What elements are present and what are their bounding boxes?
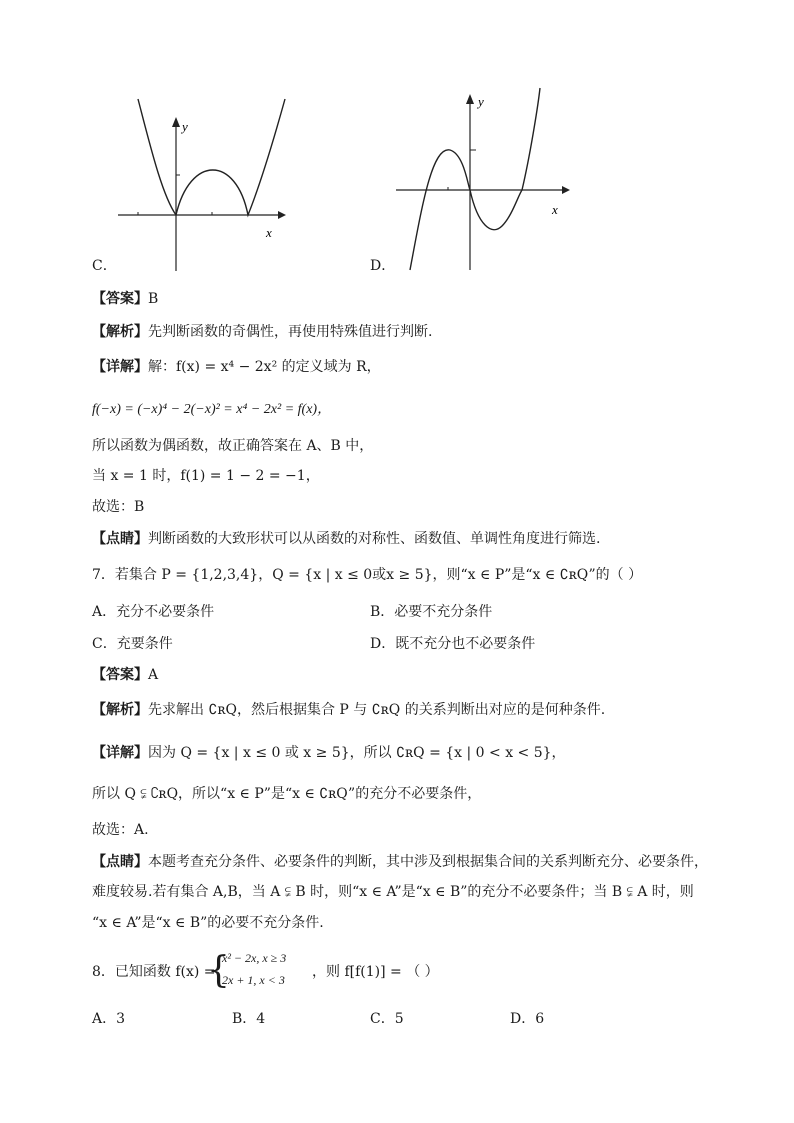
q7-choice: 故选：A. <box>92 822 149 838</box>
graph-c-label: C． <box>92 258 117 274</box>
q7-comment-2: 难度较易.若有集合 A,B，当 A ⫋ B 时，则“x ∈ A”是“x ∈ B”的充分不必要条件；当 B ⫋ A 时，则 <box>92 884 694 900</box>
graph-c <box>110 95 290 273</box>
q8-option-c: C．5 <box>370 1011 404 1027</box>
q7-option-c: C．充要条件 <box>92 636 173 652</box>
q7-detail-1 <box>92 743 566 763</box>
x-axis-label: x <box>266 225 272 240</box>
q6-detail-1 <box>92 357 381 377</box>
q8-stem-suffix: ，则 f[f(1)] = （ ） <box>312 964 439 980</box>
y-axis-label: y <box>478 94 484 109</box>
q8-piece-2: 2x + 1, x < 3 <box>222 973 285 987</box>
y-axis-arrow-icon <box>172 117 180 127</box>
piecewise-brace-icon: { <box>207 950 230 991</box>
answer-tag: 【答案】 <box>92 291 148 307</box>
q6-comment <box>92 529 600 549</box>
detail-tag: 【详解】 <box>92 745 148 761</box>
comment-tag: 【点睛】 <box>92 531 148 547</box>
comment-text: 本题考查充分条件、必要条件的判断，其中涉及到根据集合间的关系判断充分、必要条件， <box>148 854 708 870</box>
graph-d-label: D． <box>370 258 396 274</box>
q8-option-d: D．6 <box>510 1011 545 1027</box>
detail-tag: 【详解】 <box>92 359 148 375</box>
x-axis-arrow-icon <box>562 186 570 194</box>
q8-piece-1: x² − 2x, x ≥ 3 <box>222 951 287 965</box>
q6-choice: 故选：B <box>92 499 145 515</box>
answer-value: A <box>148 667 159 683</box>
q6-analysis <box>92 322 432 342</box>
y-axis-label: y <box>182 119 188 134</box>
graph-d <box>392 86 576 272</box>
analysis-tag: 【解析】 <box>92 324 148 340</box>
analysis-text: 先求解出 ∁ʀQ，然后根据集合 P 与 ∁ʀQ 的关系判断出对应的是何种条件. <box>148 702 606 718</box>
detail-text: 解：f(x) = x⁴ − 2x² 的定义域为 R， <box>148 359 381 375</box>
q8-option-b: B．4 <box>232 1011 266 1027</box>
q7-option-b: B．必要不充分条件 <box>370 604 493 620</box>
q7-stem: 7．若集合 P = {1,2,3,4}，Q = {x | x ≤ 0或x ≥ 5}，则“x ∈ P”是“x ∈ ∁ʀQ”的（ ） <box>92 567 643 583</box>
q8-option-a: A．3 <box>92 1011 126 1027</box>
q6-detail-2: f(−x) = (−x)⁴ − 2(−x)² = x⁴ − 2x² = f(x)， <box>92 402 332 417</box>
comment-tag: 【点睛】 <box>92 854 148 870</box>
answer-value: B <box>148 291 159 307</box>
q7-answer <box>92 665 158 685</box>
x-axis-label: x <box>552 202 558 217</box>
q6-detail-4: 当 x = 1 时，f(1) = 1 − 2 = −1， <box>92 468 320 484</box>
detail-text: 因为 Q = {x | x ≤ 0 或 x ≥ 5}，所以 ∁ʀQ = {x | 0 < x < 5}， <box>148 745 566 761</box>
q7-option-a: A．充分不必要条件 <box>92 604 215 620</box>
x-axis-arrow-icon <box>278 211 286 219</box>
q7-option-d: D．既不充分也不必要条件 <box>370 636 536 652</box>
curve-d <box>410 88 540 270</box>
q6-detail-3: 所以函数为偶函数，故正确答案在 A、B 中， <box>92 438 374 454</box>
y-axis-arrow-icon <box>466 94 474 104</box>
q7-comment-1 <box>92 852 708 872</box>
answer-tag: 【答案】 <box>92 667 148 683</box>
curve-c <box>138 99 285 215</box>
analysis-text: 先判断函数的奇偶性，再使用特殊值进行判断. <box>148 324 433 340</box>
q7-comment-3: “x ∈ A”是“x ∈ B”的必要不充分条件. <box>92 915 324 931</box>
q7-analysis <box>92 700 605 720</box>
q7-detail-2: 所以 Q ⫋ ∁ʀQ，所以“x ∈ P”是“x ∈ ∁ʀQ”的充分不必要条件， <box>92 786 482 802</box>
comment-text: 判断函数的大致形状可以从函数的对称性、函数值、单调性角度进行筛选. <box>148 531 601 547</box>
q6-answer <box>92 289 158 309</box>
analysis-tag: 【解析】 <box>92 702 148 718</box>
q8-stem-prefix: 8．已知函数 f(x) = <box>92 964 216 980</box>
